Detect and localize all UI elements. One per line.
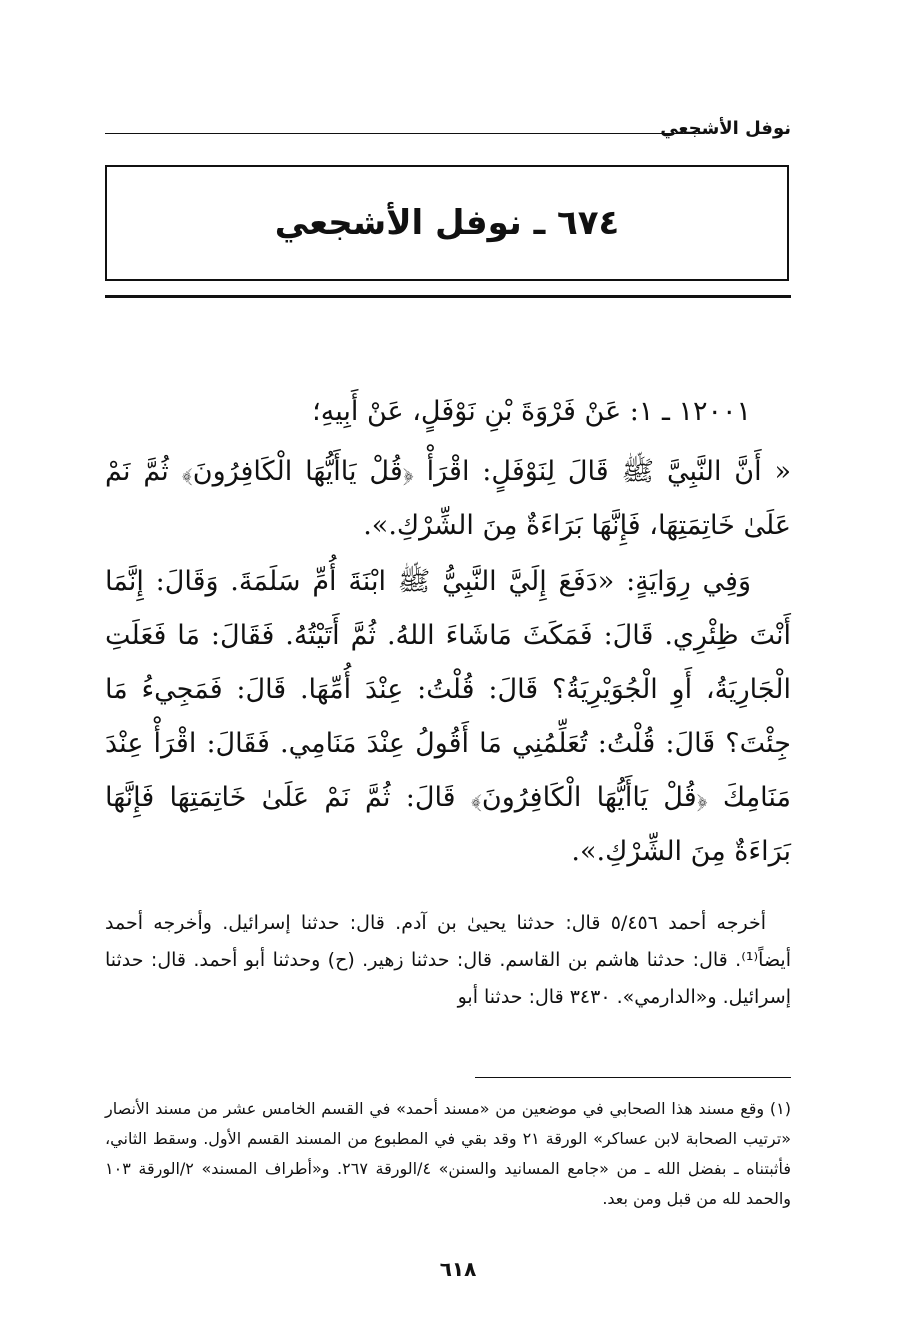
running-head-title: نوفل الأشجعي	[660, 118, 791, 139]
page-number: ٦١٨	[439, 1257, 477, 1281]
footnote-divider	[475, 1077, 791, 1078]
hadith-riwaya: وَفِي رِوَايَةٍ: «دَفَعَ إِلَيَّ النَّبِيُّ ﷺ ابْنَةَ أُمِّ سَلَمَةَ. وَقَالَ: إِنَّمَا أَنْتَ ظِئْرِي. قَالَ: فَمَكَثَ مَاشَاءَ اللهُ. ثُمَّ أَتَيْتُهُ. فَقَالَ: مَا فَعَلَتِ الْجَارِيَةُ، أَوِ الْجُوَيْرِيَةُ؟ قَالَ: قُلْتُ: عِنْدَ أُمِّهَا. قَالَ: فَمَجِيءُ مَا جِئْتَ؟ قَالَ: قُلْتُ: تُعَلِّمُنِي مَا أَقُولُ عِنْدَ مَنَامِي. فَقَالَ: اقْرَأْ عِنْدَ مَنَامِكَ ﴿قُلْ يَاأَيُّهَا الْكَافِرُونَ﴾ قَالَ: ثُمَّ نَمْ عَلَىٰ خَاتِمَتِهَا فَإِنَّهَا بَرَاءَةٌ مِنَ الشِّرْكِ.».	[105, 566, 791, 867]
takhrij-paragraph: أخرجه أحمد ٥/٤٥٦ قال: حدثنا يحيىٰ بن آدم. قال: حدثنا إسرائيل. وأخرجه أحمد أيضاً⁽¹⁾. قال: حدثنا هاشم بن القاسم. قال: حدثنا زهير. (ح) وحدثنا أبو أحمد. قال: حدثنا إسرائيل. و«الدارمي». ٣٤٣٠ قال: حدثنا أبو	[105, 912, 791, 1008]
footnote: (١) وقع مسند هذا الصحابي في موضعين من «مسند أحمد» في القسم الخامس عشر من مسند الأنصار «ترتيب الصحابة لابن عساكر» الورقة ٢١ وقد بقي في المطبوع من المسند القسم الأول. وسقط الثاني، فأثبتناه ـ بفضل الله ـ من «جامع المسانيد والسنن» ٤/الورقة ٢٦٧. و«أطراف المسند» ٢/الورقة ١٠٣ والحمد لله من قبل ومن بعد.	[105, 1099, 792, 1208]
chapter-title: ٦٧٤ ـ نوفل الأشجعي	[274, 203, 620, 243]
hadith-isnad: ١٢٠٠١ ـ ١: عَنْ فَرْوَةَ بْنِ نَوْفَلٍ، عَنْ أَبِيهِ؛	[312, 396, 751, 427]
chapter-title-box	[105, 165, 789, 281]
hadith-matn: « أَنَّ النَّبِيَّ ﷺ قَالَ لِنَوْفَلٍ: اقْرَأْ ﴿قُلْ يَاأَيُّهَا الْكَافِرُونَ﴾ ثُمَّ نَمْ عَلَىٰ خَاتِمَتِهَا، فَإِنَّهَا بَرَاءَةٌ مِنَ الشِّرْكِ.».	[105, 456, 791, 541]
running-head-rule	[105, 133, 701, 134]
running-head	[105, 118, 791, 146]
title-divider	[105, 295, 791, 298]
